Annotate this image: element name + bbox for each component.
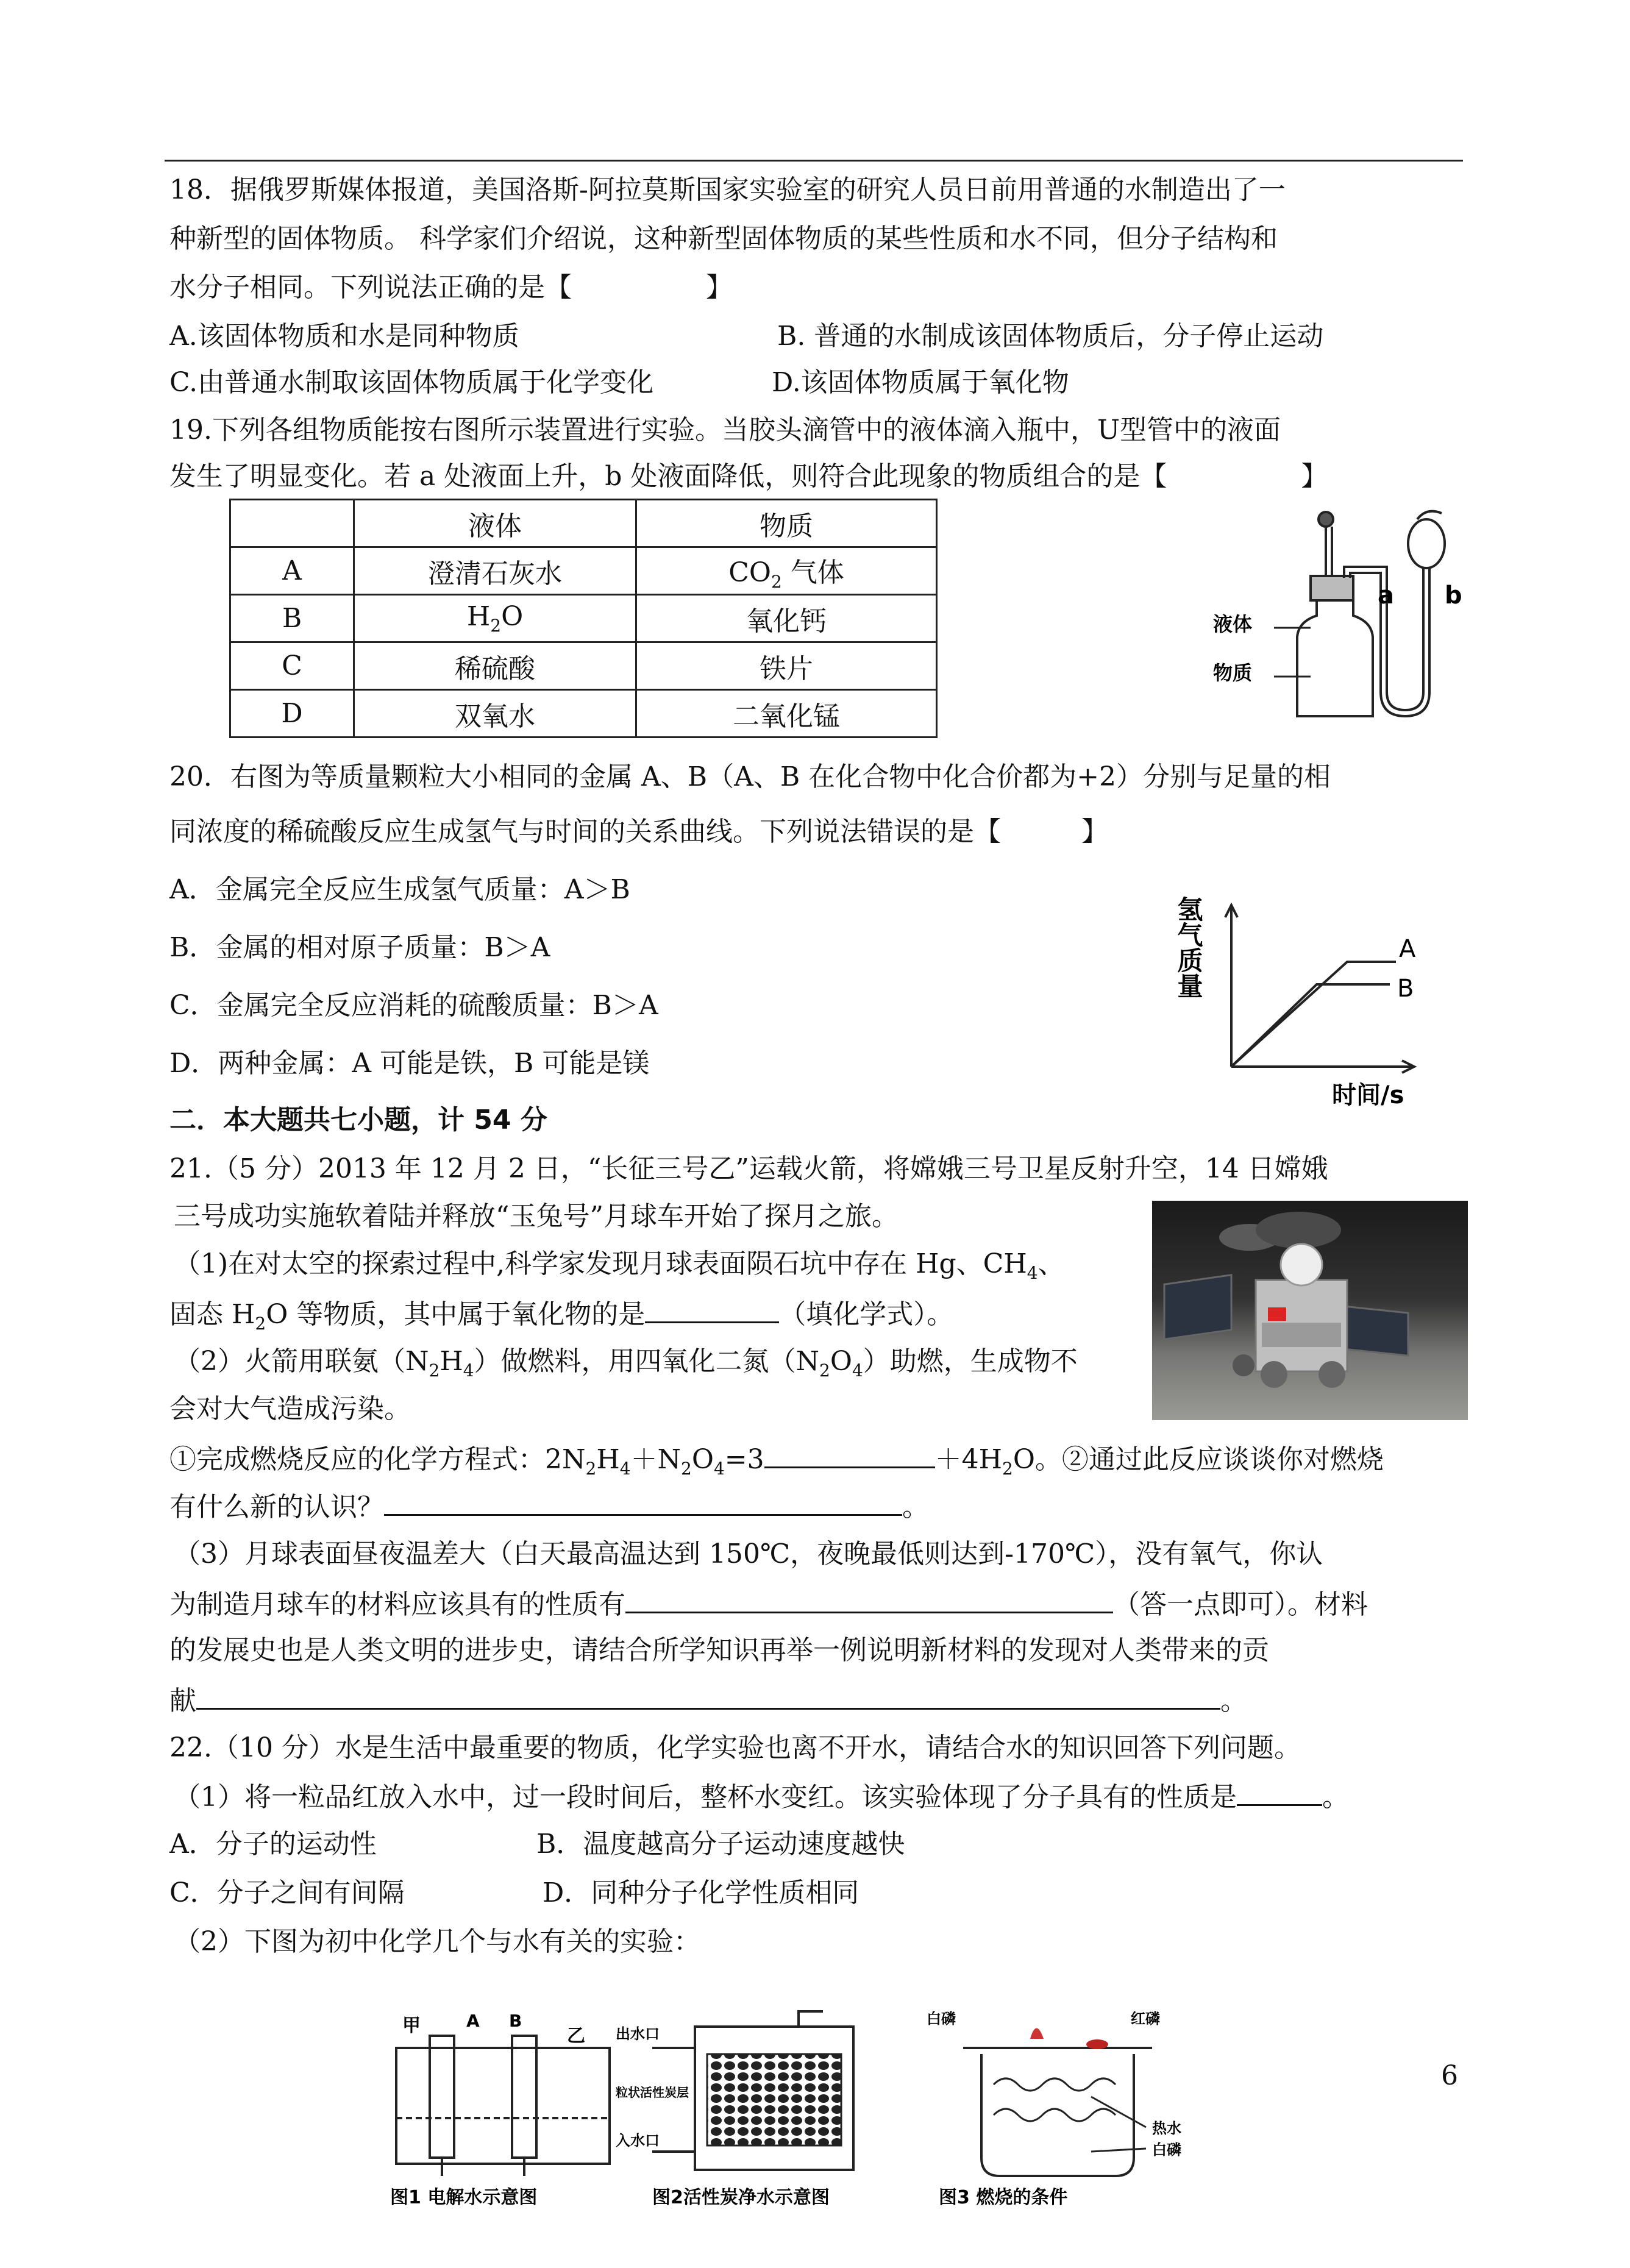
fig1-caption: 图1 电解水示意图	[390, 2187, 538, 2208]
q18-option-c: C.由普通水制取该固体物质属于化学变化	[169, 367, 654, 398]
answer-blank[interactable]	[1237, 1777, 1322, 1806]
subscript: 4	[619, 1458, 631, 1479]
table-cell: D	[230, 690, 354, 738]
q22-option-d: D．同种分子化学性质相同	[543, 1877, 859, 1908]
label-liquid: 液体	[1213, 613, 1253, 636]
answer-blank[interactable]	[764, 1440, 935, 1468]
subscript: 2	[490, 615, 502, 636]
label-yi: 乙	[567, 2025, 585, 2047]
q21-text: 为制造月球车的材料应该具有的性质有	[169, 1589, 625, 1620]
table-cell: A	[230, 547, 354, 595]
label-a: a	[1378, 581, 1394, 610]
table-row	[230, 595, 937, 642]
table-cell: C	[230, 642, 354, 690]
label-hot-water: 热水	[1152, 2120, 1181, 2137]
section-heading: 二．本大题共七小题，计 54 分	[169, 1104, 547, 1136]
q18-option-b: B. 普通的水制成该固体物质后，分子停止运动	[777, 321, 1324, 352]
label-inlet: 入水口	[616, 2132, 660, 2149]
q21-text: H	[596, 1444, 620, 1475]
subscript: 4	[852, 1360, 863, 1381]
table-header-cell	[230, 500, 354, 547]
subscript: 2	[681, 1458, 692, 1479]
q21-part3-line1: （3）月球表面昼夜温差大（白天最高温达到 150℃，夜晚最低则达到-170℃），没有氧气，你认	[174, 1538, 1323, 1569]
table-header-row	[230, 500, 937, 547]
formula-text: 气体	[781, 556, 844, 588]
q20-line1: 20．右图为等质量颗粒大小相同的金属 A、B（A、B 在化合物中化合价都为+2）分别与足量的相	[169, 761, 1331, 792]
q19-apparatus-figure	[1201, 506, 1469, 725]
q21-line1: 21.（5 分）2013 年 12 月 2 日，“长征三号乙”运载火箭，将嫦娥三号卫星反射升空，14 日嫦娥	[169, 1153, 1328, 1184]
q21-text: ①完成燃烧反应的化学方程式：2N	[169, 1444, 586, 1475]
page-number: 6	[1441, 2060, 1458, 2091]
q21-text: O。②通过此反应谈谈你对燃烧	[1013, 1444, 1384, 1475]
q22-text: （1）将一粒品红放入水中，过一段时间后，整杯水变红。该实验体现了分子具有的性质是	[174, 1782, 1237, 1813]
q21-text: 固态 H	[169, 1299, 255, 1330]
subscript: 2	[771, 571, 782, 592]
formula-text: H	[466, 601, 491, 633]
q21-equation-line2	[169, 1487, 929, 1526]
label-red-phosphorus: 红磷	[1131, 2010, 1160, 2027]
yutu-rover-photo	[1152, 1201, 1468, 1420]
fig2-caption: 图2活性炭净水示意图	[652, 2187, 830, 2208]
q21-text: （答一点即可）。材料	[1113, 1589, 1368, 1620]
subscript: 2	[429, 1360, 440, 1381]
table-cell: B	[230, 595, 354, 642]
q20-hydrogen-graph	[1173, 878, 1439, 1115]
subscript: 4	[463, 1360, 474, 1381]
table-cell: 稀硫酸	[354, 642, 636, 690]
q21-text: ）助燃，生成物不	[863, 1346, 1078, 1377]
label-carbon: 粒状活性炭层	[616, 2085, 689, 2100]
label-white-phosphorus-2: 白磷	[1152, 2141, 1181, 2158]
q18-line1: 18．据俄罗斯媒体报道，美国洛斯-阿拉莫斯国家实验室的研究人员日前用普通的水制造出了一	[169, 174, 1286, 205]
table-cell	[636, 547, 937, 595]
answer-blank[interactable]	[196, 1681, 1220, 1710]
curve-b-label: B	[1397, 975, 1414, 1003]
q21-text: 、	[1037, 1248, 1065, 1279]
rover-illustration	[1152, 1201, 1468, 1420]
q18-option-a: A.该固体物质和水是同种物质	[169, 321, 519, 352]
q21-text: 。	[902, 1491, 929, 1523]
fig3-caption: 图3 燃烧的条件	[939, 2187, 1068, 2208]
label-solid: 物质	[1213, 661, 1253, 684]
q22-part2: （2）下图为初中化学几个与水有关的实验：	[174, 1926, 700, 1957]
q19-line1: 19.下列各组物质能按右图所示装置进行实验。当胶头滴管中的液体滴入瓶中，U型管中的液面	[169, 414, 1281, 446]
q21-text: =3	[724, 1444, 764, 1475]
flame-icon	[1030, 2028, 1044, 2039]
q21-text: O 等物质，其中属于氧化物的是	[266, 1299, 646, 1330]
table-cell: 二氧化锰	[636, 690, 937, 738]
q21-part3-line4	[169, 1681, 1247, 1719]
label-outlet: 出水口	[616, 2025, 660, 2042]
q21-text: （填化学式）。	[779, 1299, 954, 1330]
q18-option-d: D.该固体物质属于氧化物	[772, 367, 1069, 398]
subscript: 4	[1027, 1262, 1038, 1283]
q20-option-a: A．金属完全反应生成氢气质量：A＞B	[169, 874, 630, 905]
q21-text: （2）火箭用联氨（N	[174, 1346, 429, 1377]
label-b: b	[1445, 581, 1462, 610]
q21-equation-line	[169, 1440, 1384, 1487]
q19-table	[229, 499, 938, 738]
label-a: A	[466, 2011, 480, 2031]
q22-option-c: C．分子之间有间隔	[169, 1877, 405, 1908]
table-row	[230, 690, 937, 738]
q21-text: ）做燃料，用四氧化二氮（N	[474, 1346, 820, 1377]
carbon-layer	[707, 2054, 841, 2145]
q21-text: H	[440, 1346, 463, 1377]
answer-blank[interactable]	[645, 1295, 779, 1323]
q22-text: 。	[1322, 1782, 1349, 1813]
subscript: 2	[585, 1458, 597, 1479]
fig3-combustion	[914, 2005, 1219, 2213]
table-cell	[354, 595, 636, 642]
q22-option-a: A．分子的运动性	[169, 1829, 377, 1860]
q21-part2-line1	[174, 1343, 1078, 1389]
table-row	[230, 642, 937, 690]
q21-text: 献	[169, 1685, 196, 1716]
q22-part1	[174, 1777, 1349, 1816]
curve-a	[1231, 962, 1396, 1067]
table-cell: 双氧水	[354, 690, 636, 738]
q21-part2-line2: 会对大气造成污染。	[169, 1393, 411, 1424]
subscript: 4	[713, 1458, 725, 1479]
q22-option-b: B．温度越高分子运动速度越快	[536, 1829, 905, 1860]
answer-blank[interactable]	[625, 1585, 1113, 1613]
q18-line3: 水分子相同。下列说法正确的是【 】	[169, 272, 733, 303]
q18-line2: 种新型的固体物质。 科学家们介绍说，这种新型固体物质的某些性质和水不同，但分子结构和	[169, 223, 1278, 254]
table-row	[230, 547, 937, 595]
q20-option-d: D．两种金属：A 可能是铁，B 可能是镁	[169, 1048, 650, 1079]
q20-option-b: B．金属的相对原子质量：B＞A	[169, 932, 550, 963]
q21-part3-line2	[169, 1585, 1368, 1623]
q21-text: ＋4H	[934, 1444, 1003, 1475]
label-white-phosphorus: 白磷	[927, 2010, 956, 2027]
q20-line2: 同浓度的稀硫酸反应生成氢气与时间的关系曲线。下列说法错误的是【 】	[169, 816, 1108, 847]
answer-blank[interactable]	[384, 1487, 902, 1516]
table-cell: 澄清石灰水	[354, 547, 636, 595]
fig2-carbon-filter	[616, 2005, 920, 2213]
subscript: 2	[819, 1360, 830, 1381]
q22-line1: 22.（10 分）水是生活中最重要的物质，化学实验也离不开水，请结合水的知识回答下列问题。	[169, 1732, 1301, 1763]
q21-part3-line3: 的发展史也是人类文明的进步史，请结合所学知识再举一例说明新材料的发现对人类带来的贡	[169, 1635, 1269, 1666]
red-phosphorus	[1086, 2039, 1108, 2049]
q21-text: 有什么新的认识？	[169, 1491, 384, 1523]
x-axis-label: 时间/s	[1332, 1081, 1404, 1109]
q21-line2: 三号成功实施软着陆并释放“玉兔号”月球车开始了探月之旅。	[174, 1201, 899, 1232]
table-cell: 铁片	[636, 642, 937, 690]
label-b: B	[509, 2011, 522, 2031]
curve-b	[1231, 984, 1390, 1067]
q21-text: O	[830, 1346, 852, 1377]
fig1-electrolysis	[360, 2011, 652, 2213]
formula-text: CO	[728, 556, 771, 588]
table-header-cell: 液体	[354, 500, 636, 547]
table-header-cell: 物质	[636, 500, 937, 547]
y-axis-label: 氢气质量	[1173, 896, 1204, 998]
q21-text: O	[691, 1444, 714, 1475]
q21-text: （1)在对太空的探索过程中,科学家发现月球表面陨石坑中存在 Hg、CH	[174, 1248, 1027, 1279]
q19-line2: 发生了明显变化。若 a 处液面上升，b 处液面降低，则符合此现象的物质组合的是【 】	[169, 461, 1328, 492]
subscript: 2	[255, 1313, 266, 1334]
header-rule	[165, 160, 1463, 162]
formula-text: O	[501, 601, 524, 633]
subscript: 2	[1002, 1458, 1013, 1479]
q20-option-c: C．金属完全反应消耗的硫酸质量：B＞A	[169, 990, 658, 1021]
q21-text: ＋N	[630, 1444, 682, 1475]
q21-part1-line1	[174, 1246, 1065, 1292]
curve-a-label: A	[1399, 935, 1416, 963]
q21-part1-line2	[169, 1295, 953, 1342]
label-jia: 甲	[402, 2015, 421, 2036]
table-cell: 氧化钙	[636, 595, 937, 642]
q21-text: 。	[1220, 1685, 1247, 1716]
